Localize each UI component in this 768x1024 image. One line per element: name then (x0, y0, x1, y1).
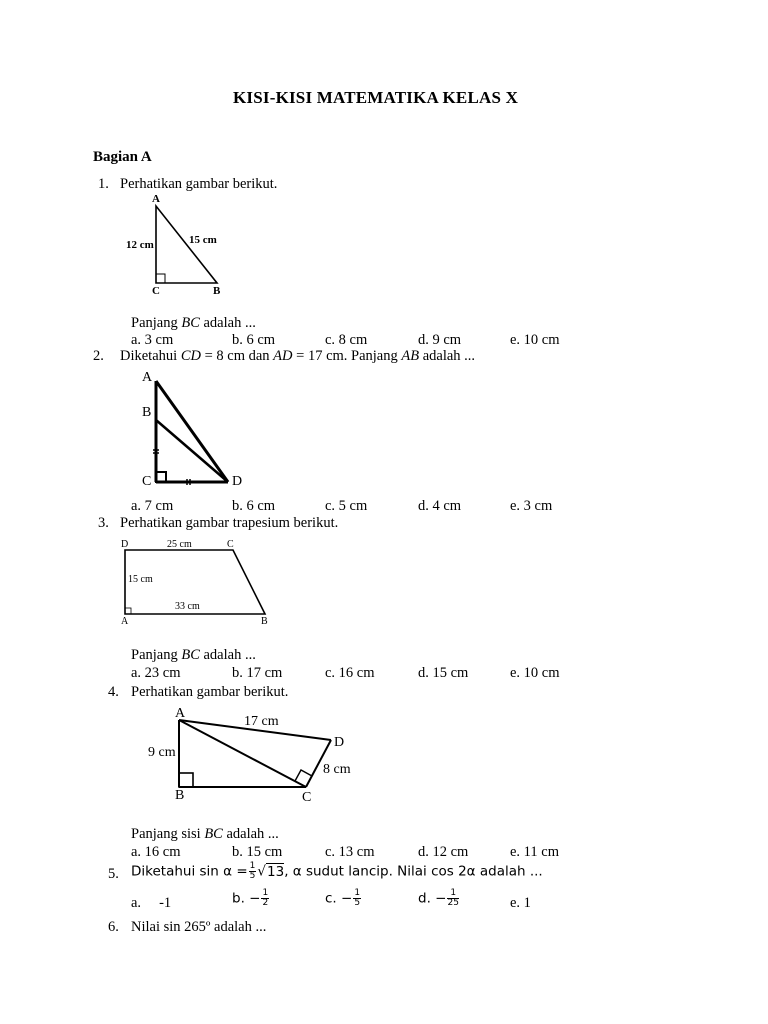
q1-right-angle-mark (156, 274, 165, 283)
q3-label-top: 25 cm (167, 539, 192, 550)
q3-label-c: C (227, 539, 234, 550)
q5-option-b[interactable]: b. − $\frac{1}{2}$ (232, 888, 269, 908)
q2-side-ad (156, 381, 228, 482)
q4-label-a: A (175, 706, 186, 721)
q2-number: 2. (93, 348, 104, 364)
q2-option-c[interactable]: c. 5 cm (325, 498, 368, 514)
q1-label-ac: 12 cm (126, 239, 154, 251)
q5-fraction: $\frac{1}{5}$ (249, 861, 256, 881)
q1-option-b[interactable]: b. 6 cm (232, 332, 276, 348)
q6-text: Nilai sin 265º adalah ... (131, 919, 267, 935)
q1-option-c[interactable]: c. 8 cm (325, 332, 368, 348)
q2-text: Diketahui CD = 8 cm dan AD = 17 cm. Panjang AB adalah ... (120, 348, 476, 364)
q4-quadrilateral-figure (0, 0, 1, 1)
q4-label-b: B (175, 788, 185, 803)
q5-option-e[interactable]: e. 1 (510, 895, 531, 911)
q4-stem: Panjang sisi BC adalah ... (131, 826, 279, 842)
q4-right-angle-mark-b (179, 773, 193, 787)
q2-label-b: B (142, 405, 152, 420)
q3-option-d[interactable]: d. 15 cm (418, 665, 469, 681)
q3-number: 3. (98, 515, 109, 531)
q2-option-e[interactable]: e. 3 cm (510, 498, 553, 514)
q5-option-d[interactable]: d. − $\frac{1}{25}$ (418, 888, 459, 908)
q3-text: Perhatikan gambar trapesium berikut. (120, 515, 339, 531)
q1-option-e[interactable]: e. 10 cm (510, 332, 560, 348)
q2-label-d: D (232, 474, 243, 489)
q4-label-cd: 8 cm (323, 762, 351, 777)
q3-label-d: D (121, 539, 129, 550)
q1-label-c: C (152, 285, 160, 297)
q1-label-ab: 15 cm (189, 234, 217, 246)
q3-option-a[interactable]: a. 23 cm (131, 665, 181, 681)
q6-number: 6. (108, 919, 119, 935)
q4-label-ab: 9 cm (148, 745, 176, 760)
q5-number: 5. (108, 866, 119, 882)
q5-option-a[interactable]: a. -1 (131, 895, 172, 911)
q3-label-bottom: 33 cm (175, 601, 200, 612)
q1-number: 1. (98, 176, 109, 192)
q4-option-d[interactable]: d. 12 cm (418, 844, 469, 860)
q3-label-a: A (121, 616, 129, 627)
q4-option-b[interactable]: b. 15 cm (232, 844, 283, 860)
q4-number: 4. (108, 684, 119, 700)
q3-label-b: B (261, 616, 268, 627)
q3-option-e[interactable]: e. 10 cm (510, 665, 560, 681)
q4-option-a[interactable]: a. 16 cm (131, 844, 181, 860)
q1-label-b: B (213, 285, 221, 297)
q1-text: Perhatikan gambar berikut. (120, 176, 278, 192)
q5-option-c[interactable]: c. − $\frac{1}{5}$ (325, 888, 361, 908)
q2-option-b[interactable]: b. 6 cm (232, 498, 276, 514)
page-title: KISI-KISI MATEMATIKA KELAS X (233, 88, 519, 107)
q2-label-c: C (142, 474, 152, 489)
q1-stem: Panjang BC adalah ... (131, 315, 256, 331)
q4-side-ac (179, 720, 306, 787)
q4-option-e[interactable]: e. 11 cm (510, 844, 559, 860)
q1-label-a: A (152, 193, 160, 205)
q3-option-c[interactable]: c. 16 cm (325, 665, 375, 681)
q3-right-angle-mark (125, 608, 131, 614)
q3-label-left: 15 cm (128, 574, 153, 585)
q4-label-d: D (334, 735, 345, 750)
q2-option-d[interactable]: d. 4 cm (418, 498, 462, 514)
q1-option-d[interactable]: d. 9 cm (418, 332, 462, 348)
q3-stem: Panjang BC adalah ... (131, 647, 256, 663)
q2-option-a[interactable]: a. 7 cm (131, 498, 174, 514)
q4-text: Perhatikan gambar berikut. (131, 684, 289, 700)
q5-text: Diketahui sin α = $\frac{1}{5}$ √13, α sudut lancip. Nilai cos 2α adalah ... (131, 861, 543, 881)
q4-label-c: C (302, 790, 312, 805)
q1-option-a[interactable]: a. 3 cm (131, 332, 174, 348)
q3-option-b[interactable]: b. 17 cm (232, 665, 283, 681)
q4-label-ad: 17 cm (244, 714, 279, 729)
q2-label-a: A (142, 370, 153, 385)
q4-option-c[interactable]: c. 13 cm (325, 844, 375, 860)
section-heading: Bagian A (93, 149, 152, 165)
